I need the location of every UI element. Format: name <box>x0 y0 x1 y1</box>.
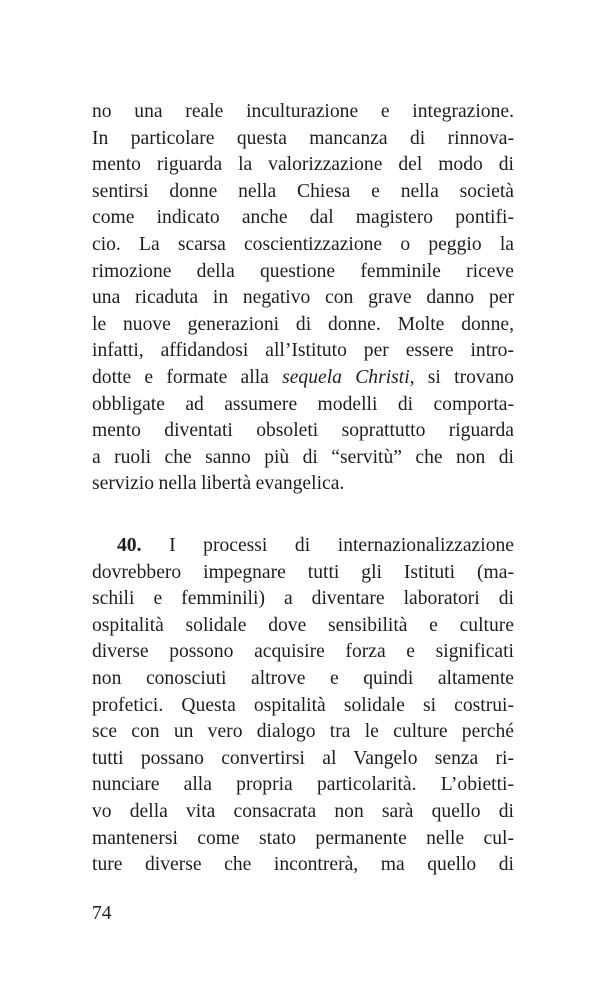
text-line: ospitalità solidale dove sensibilità e culture <box>92 614 514 636</box>
paragraph-continued <box>92 99 514 498</box>
text-line: obbligate ad assumere modelli di comporta- <box>92 393 514 415</box>
italic-phrase: sequela Christi <box>282 366 410 388</box>
text-line: mantenersi come stato permanente nelle cul- <box>92 827 514 849</box>
text-line: non conosciuti altrove e quindi altamente <box>92 667 514 689</box>
text-line: mento riguarda la valorizzazione del modo di <box>92 154 514 176</box>
paragraph-40 <box>92 533 514 879</box>
text-line: mento diventati obsoleti soprattutto riguarda <box>92 420 514 442</box>
text-line: tutti possano convertirsi al Vangelo senza ri- <box>92 747 514 769</box>
text-fragment: I processi di internazionalizzazione <box>141 535 514 556</box>
text-fragment: dotte e formate alla <box>92 366 283 388</box>
text-line: In particolare questa mancanza di rinnova- <box>92 127 514 149</box>
text-line: le nuove generazioni di donne. Molte donne, <box>92 313 514 335</box>
text-line: profetici. Questa ospitalità solidale si costrui- <box>92 694 514 716</box>
text-line: nunciare alla propria particolarità. L’obietti- <box>92 774 514 796</box>
text-line: servizio nella libertà evangelica. <box>92 473 345 495</box>
text-line: sentirsi donne nella Chiesa e nella società <box>92 180 514 202</box>
text-line: diverse possono acquisire forza e significati <box>92 641 514 663</box>
paragraph-first-line <box>92 533 514 560</box>
text-line: come indicato anche dal magistero pontifi- <box>92 207 514 229</box>
page-number: 74 <box>92 903 112 924</box>
text-line: una ricaduta in negativo con grave danno per <box>92 287 514 309</box>
text-line: no una reale inculturazione e integrazione. <box>92 101 514 122</box>
paragraph-number: 40. <box>117 535 142 556</box>
text-fragment: , si trovano <box>409 366 514 388</box>
text-line: a ruoli che sanno più di “servitù” che non di <box>92 446 514 468</box>
text-line: sce con un vero dialogo tra le culture perché <box>92 721 514 743</box>
text-line: cio. La scarsa coscientizzazione o peggio la <box>92 233 514 255</box>
text-line: dovrebbero impegnare tutti gli Istituti (ma- <box>92 561 514 583</box>
text-line: vo della vita consacrata non sarà quello di <box>92 800 514 822</box>
text-line: rimozione della questione femminile riceve <box>92 260 514 282</box>
text-line: infatti, affidandosi all’Istituto per essere intro- <box>92 340 514 362</box>
text-line-with-emphasis <box>92 365 514 392</box>
text-line: ture diverse che incontrerà, ma quello di <box>92 854 514 876</box>
text-line: schili e femminili) a diventare laboratori di <box>92 588 514 610</box>
